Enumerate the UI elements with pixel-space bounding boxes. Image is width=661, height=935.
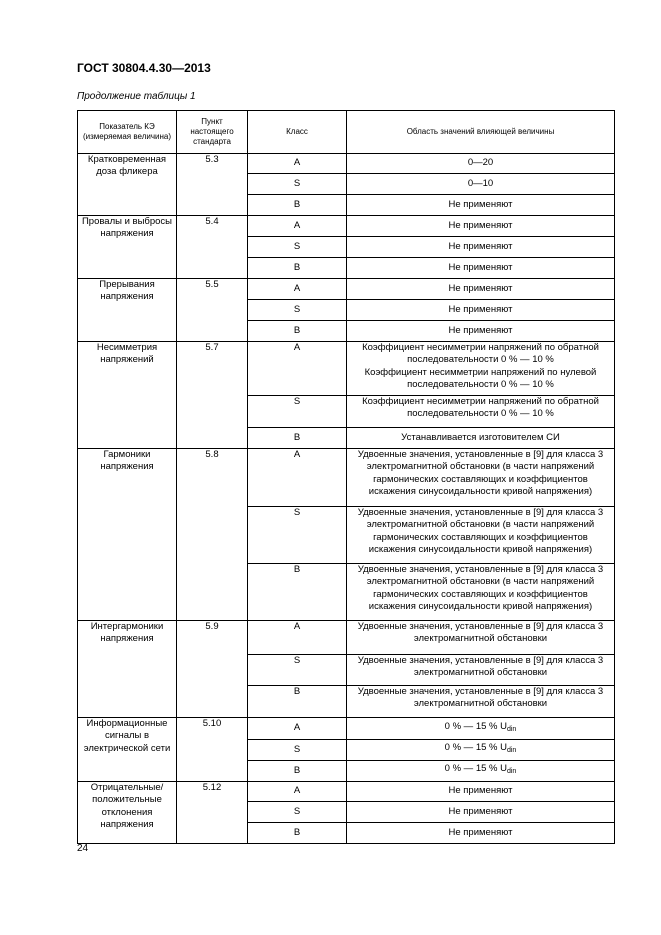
class-cell: S	[248, 300, 347, 321]
class-cell: S	[248, 237, 347, 258]
value-cell: Не применяют	[347, 823, 615, 844]
value-subscript: din	[506, 747, 517, 755]
clause-cell: 5.5	[177, 279, 248, 342]
class-cell: B	[248, 564, 347, 621]
value-cell: Удвоенные значения, установленные в [9] для класса 3 электромагнитной обстановки (в части напряжений гармонических составляющих и коэффициентов искажения синусоидальности кривой напряжения)	[347, 564, 615, 621]
value-cell: 0—10	[347, 174, 615, 195]
value-cell: Не применяют	[347, 216, 615, 237]
clause-cell: 5.10	[177, 718, 248, 782]
class-cell: B	[248, 823, 347, 844]
class-cell: A	[248, 216, 347, 237]
value-cell	[347, 761, 615, 782]
class-cell: B	[248, 428, 347, 449]
value-cell: Коэффициент несимметрии напряжений по обратной последовательности 0 % — 10 %	[347, 396, 615, 428]
clause-cell: 5.8	[177, 449, 248, 621]
parameter-cell: Интергармоники напряжения	[78, 621, 177, 718]
value-text: 0 % — 15 % U	[444, 742, 507, 754]
value-cell: Не применяют	[347, 782, 615, 802]
table-row	[78, 621, 615, 655]
clause-cell: 5.4	[177, 216, 248, 279]
parameter-cell: Несимметрия напряжений	[78, 342, 177, 449]
value-cell: Удвоенные значения, установленные в [9] для класса 3 электромагнитной обстановки (в части напряжений гармонических составляющих и коэффициентов искажения синусоидальности кривой напряжения)	[347, 507, 615, 564]
class-cell: A	[248, 782, 347, 802]
class-cell: B	[248, 258, 347, 279]
value-text-secondary: Коэффициент несимметрии напряжений по нулевой последовательности 0 % — 10 %	[364, 366, 597, 390]
parameter-cell: Отрицательные/ положительные отклонения напряжения	[78, 782, 177, 844]
clause-cell: 5.12	[177, 782, 248, 844]
table-row	[78, 449, 615, 507]
value-text: Коэффициент несимметрии напряжений по обратной последовательности 0 % — 10 %	[362, 342, 599, 366]
value-cell: Не применяют	[347, 802, 615, 823]
column-header-range: Область значений влияющей величины	[347, 111, 615, 154]
table-row	[78, 342, 615, 396]
class-cell: A	[248, 718, 347, 740]
value-cell	[347, 740, 615, 761]
class-cell: B	[248, 686, 347, 718]
class-cell: B	[248, 321, 347, 342]
clause-cell: 5.7	[177, 342, 248, 449]
value-cell: Не применяют	[347, 321, 615, 342]
parameter-cell: Информационные сигналы в электрической сети	[78, 718, 177, 782]
class-cell: S	[248, 507, 347, 564]
value-cell: 0—20	[347, 154, 615, 174]
class-cell: S	[248, 740, 347, 761]
value-text: 0 % — 15 % U	[444, 763, 507, 775]
page-number: 24	[77, 843, 89, 854]
class-cell: B	[248, 761, 347, 782]
parameter-cell: Кратковременная доза фликера	[78, 154, 177, 216]
table-row	[78, 279, 615, 300]
column-header-parameter: Показатель КЭ (измеряемая величина)	[78, 111, 177, 154]
table-row	[78, 154, 615, 174]
class-cell: A	[248, 342, 347, 396]
class-cell: S	[248, 396, 347, 428]
value-text: 0 % — 15 % U	[444, 720, 507, 732]
value-subscript: din	[506, 768, 517, 776]
table-header-row	[78, 111, 615, 154]
data-table	[77, 110, 615, 844]
value-subscript: din	[506, 725, 517, 733]
table-row	[78, 718, 615, 740]
value-cell: Устанавливается изготовителем СИ	[347, 428, 615, 449]
table-row	[78, 216, 615, 237]
value-cell: Удвоенные значения, установленные в [9] для класса 3 электромагнитной обстановки	[347, 621, 615, 655]
value-cell: Удвоенные значения, установленные в [9] для класса 3 электромагнитной обстановки (в части напряжений гармонических составляющих и коэффициентов искажения синусоидальности кривой напряжения)	[347, 449, 615, 507]
class-cell: A	[248, 621, 347, 655]
value-cell: Не применяют	[347, 279, 615, 300]
value-cell	[347, 718, 615, 740]
value-cell: Не применяют	[347, 237, 615, 258]
class-cell: S	[248, 174, 347, 195]
value-cell: Удвоенные значения, установленные в [9] для класса 3 электромагнитной обстановки	[347, 655, 615, 686]
clause-cell: 5.3	[177, 154, 248, 216]
value-cell: Не применяют	[347, 258, 615, 279]
table-row	[78, 782, 615, 802]
parameter-cell: Провалы и выбросы напряжения	[78, 216, 177, 279]
class-cell: A	[248, 279, 347, 300]
clause-cell: 5.9	[177, 621, 248, 718]
parameter-cell: Гармоники напряжения	[78, 449, 177, 621]
document-header: ГОСТ 30804.4.30—2013	[77, 61, 211, 75]
column-header-clause: Пункт настоящего стандарта	[177, 111, 248, 154]
class-cell: A	[248, 449, 347, 507]
class-cell: B	[248, 195, 347, 216]
value-cell	[347, 342, 615, 396]
value-cell: Не применяют	[347, 195, 615, 216]
class-cell: A	[248, 154, 347, 174]
parameter-cell: Прерывания напряжения	[78, 279, 177, 342]
table-caption: Продолжение таблицы 1	[77, 91, 196, 102]
class-cell: S	[248, 655, 347, 686]
value-cell: Не применяют	[347, 300, 615, 321]
column-header-class: Класс	[248, 111, 347, 154]
value-cell: Удвоенные значения, установленные в [9] для класса 3 электромагнитной обстановки	[347, 686, 615, 718]
class-cell: S	[248, 802, 347, 823]
